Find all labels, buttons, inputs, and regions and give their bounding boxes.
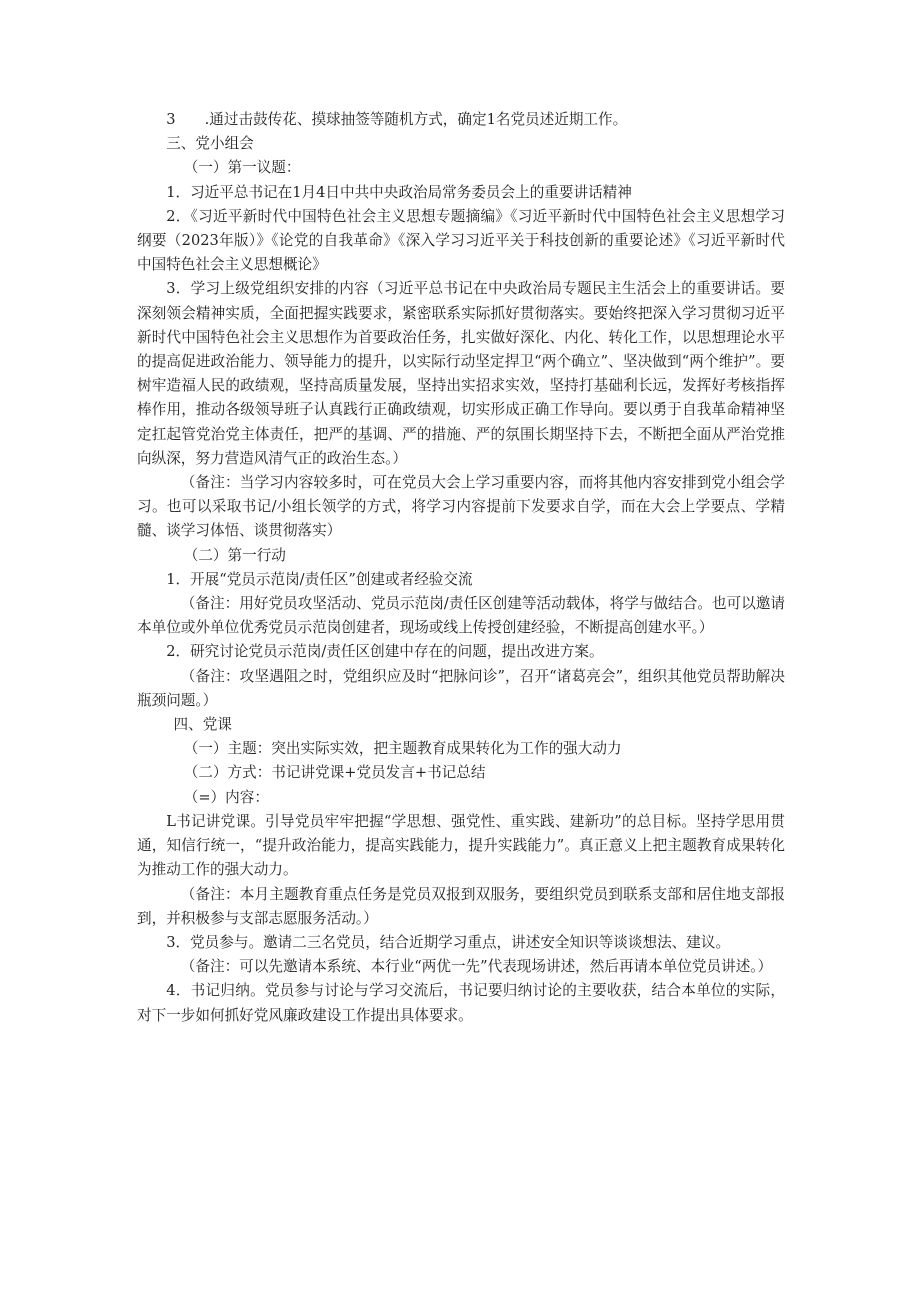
paragraph: （一）主题：突出实际实效，把主题教育成果转化为工作的强大动力 (183, 740, 622, 758)
paragraph: （二）方式：书记讲党课+党员发言+书记总结 (183, 764, 486, 782)
paragraph: （二）第一行动 (183, 546, 286, 564)
paragraph: L书记讲党课。引导党员牢牢把握“学思想、强党性、重实践、建新功”的总目标。坚持学思用贯通，知信行统一，“提升政治能力，提高实践能力，提升实践能力”。真正意义上把主题教育成果转化为推动工作的强大动力。 (137, 812, 785, 879)
document-body (137, 108, 785, 1028)
paragraph: 1．开展“党员示范岗/责任区”创建或者经验交流 (166, 570, 473, 588)
paragraph: 2．研究讨论党员示范岗/责任区创建中存在的问题，提出改进方案。 (166, 643, 604, 661)
paragraph: 3 .通过击鼓传花、摸球抽签等随机方式，确定1名党员述近期工作。 (166, 111, 628, 128)
paragraph: （备注：用好党员攻坚活动、党员示范岗/责任区创建等活动载体，将学与做结合。也可以邀请本单位或外单位优秀党员示范岗创建者，现场或线上传授创建经验，不断提高创建水平。） (137, 595, 785, 637)
paragraph: （一）第一议题： (183, 159, 301, 177)
paragraph: 1．习近平总书记在1月4日中共中央政治局常务委员会上的重要讲话精神 (166, 183, 632, 201)
paragraph: （备注：本月主题教育重点任务是党员双报到双服务，要组织党员到联系支部和居住地支部报到，并积极参与支部志愿服务活动。） (137, 885, 785, 927)
paragraph: （=）内容： (183, 788, 269, 806)
paragraph: 4．书记归纳。党员参与讨论与学习交流后，书记要归纳讨论的主要收获，结合本单位的实际，对下一步如何抓好党风廉政建设工作提出具体要求。 (137, 982, 785, 1024)
paragraph: 3．党员参与。邀请二三名党员，结合近期学习重点，讲述安全知识等谈谈想法、建议。 (166, 933, 731, 951)
paragraph: 四、党课 (173, 716, 232, 734)
paragraph: （备注：可以先邀请本系统、本行业“两优一先”代表现场讲述，然后再请本单位党员讲述。） (180, 958, 773, 976)
paragraph: （备注：当学习内容较多时，可在党员大会上学习重要内容，而将其他内容安排到党小组会学习。也可以采取书记/小组长领学的方式，将学习内容提前下发要求自学，而在大会上学要点、学精髓、谈学习体悟、谈贯彻落实） (137, 474, 785, 540)
paragraph: 3．学习上级党组织安排的内容（习近平总书记在中央政治局专题民主生活会上的重要讲话。要深刻领会精神实质，全面把握实践要求，紧密联系实际抓好贯彻落实。要始终把深入学习贯彻习近平新时代中国特色社会主义思想作为首要政治任务，扎实做好深化、内化、转化工作，以思想理论水平的提高促进政治能力、领导能力的提升，以实际行动坚定捍卫“两个确立”、坚决做到“两个维护”。要树牢造福人民的政绩观，坚持高质量发展，坚持出实招求实效，坚持打基础利长远，发挥好考核指挥棒作用，推动各级领导班子认真践行正确政绩观，切实形成正确工作导向。要以勇于自我革命精神坚定扛起管党治党主体责任，把严的基调、严的措施、严的氛围长期坚持下去，不断把全面从严治党推向纵深，努力营造风清气正的政治生态。） (137, 280, 785, 467)
paragraph: 三、党小组会 (166, 135, 254, 153)
paragraph: （备注：攻坚遇阻之时，党组织应及时“把脉问诊”，召开“诸葛亮会”，组织其他党员帮助解决瓶颈问题。） (137, 667, 785, 709)
paragraph: 2．《习近平新时代中国特色社会主义思想专题摘编》《习近平新时代中国特色社会主义思想学习纲要（2023年版）》《论党的自我革命》《深入学习习近平关于科技创新的重要论述》《习近平新时代中国特色社会主义思想概论》 (137, 207, 785, 274)
